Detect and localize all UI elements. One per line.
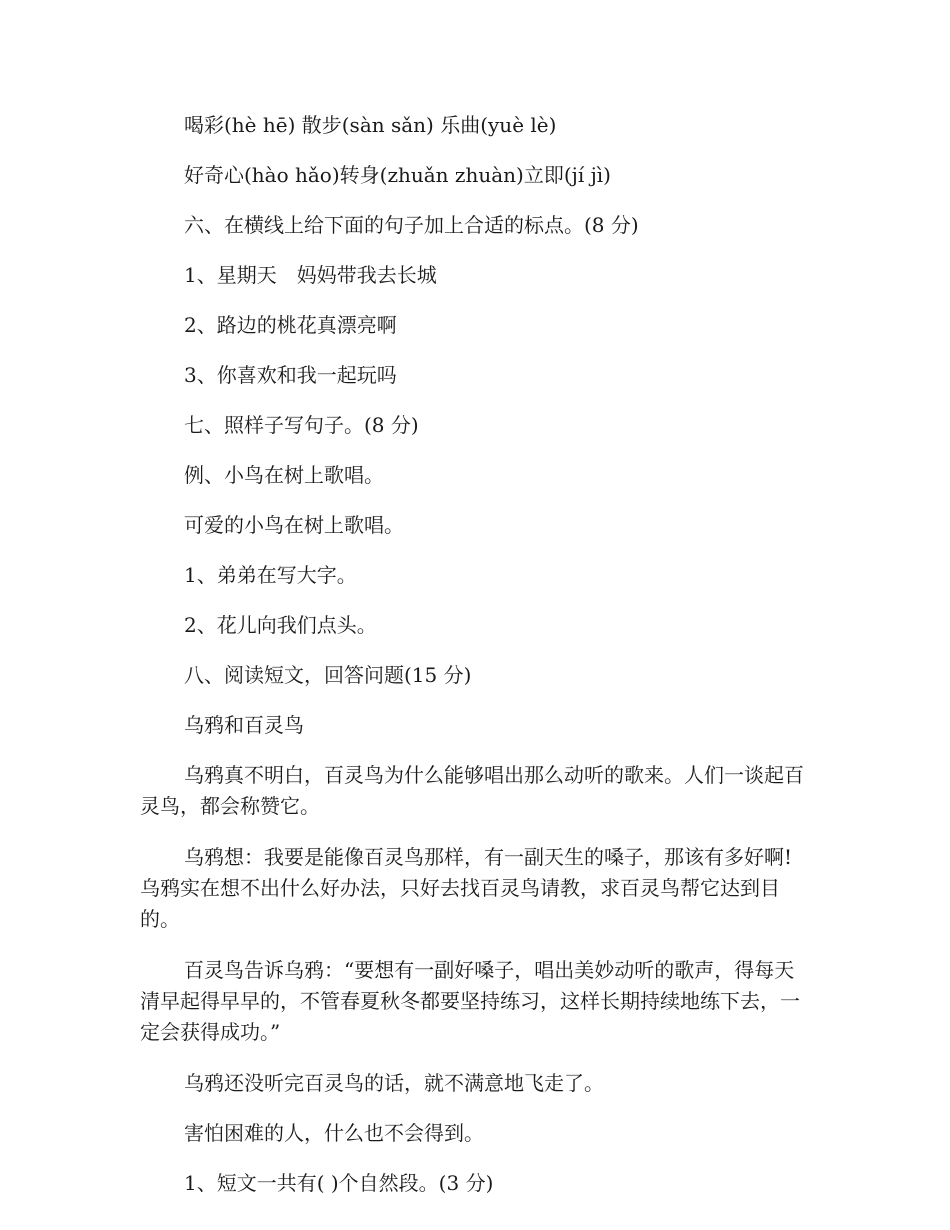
question-1: 1、短文一共有( )个自然段。(3 分) — [184, 1171, 494, 1195]
story-moral: 害怕困难的人，什么也不会得到。 — [184, 1121, 484, 1145]
story-title: 乌鸦和百灵鸟 — [184, 713, 304, 737]
section-6-heading: 六、在横线上给下面的句子加上合适的标点。(8 分) — [184, 213, 639, 237]
section-7-item-2: 2、花儿向我们点头。 — [184, 613, 377, 637]
section-6-item-1: 1、星期天 妈妈带我去长城 — [184, 263, 437, 287]
pinyin-line-2: 好奇心(hào hǎo)转身(zhuǎn zhuàn)立即(jí jì) — [184, 163, 611, 187]
document-content — [140, 110, 805, 1218]
section-7-heading: 七、照样子写句子。(8 分) — [184, 413, 419, 437]
story-paragraph-3: 百灵鸟告诉乌鸦：“要想有一副好嗓子，唱出美妙动听的歌声，得每天清早起得早早的，不管春夏秋冬都要坚持练习，这样长期持续地练下去，一定会获得成功。” — [140, 958, 800, 1044]
pinyin-line-1: 喝彩(hè hē) 散步(sàn sǎn) 乐曲(yuè lè) — [184, 113, 557, 137]
section-7-item-1: 1、弟弟在写大字。 — [184, 563, 357, 587]
story-paragraph-2: 乌鸦想：我要是能像百灵鸟那样，有一副天生的嗓子，那该有多好啊!乌鸦实在想不出什么好办法，只好去找百灵鸟请教，求百灵鸟帮它达到目的。 — [140, 845, 793, 931]
section-7-example-2: 可爱的小鸟在树上歌唱。 — [184, 513, 404, 537]
section-8-heading: 八、阅读短文，回答问题(15 分) — [184, 663, 472, 687]
section-6-item-3: 3、你喜欢和我一起玩吗 — [184, 363, 397, 387]
story-paragraph-4: 乌鸦还没听完百灵鸟的话，就不满意地飞走了。 — [184, 1071, 604, 1095]
section-7-example-1: 例、小鸟在树上歌唱。 — [184, 463, 384, 487]
story-paragraph-1: 乌鸦真不明白，百灵鸟为什么能够唱出那么动听的歌来。人们一谈起百灵鸟，都会称赞它。 — [140, 763, 804, 818]
section-6-item-2: 2、路边的桃花真漂亮啊 — [184, 313, 397, 337]
